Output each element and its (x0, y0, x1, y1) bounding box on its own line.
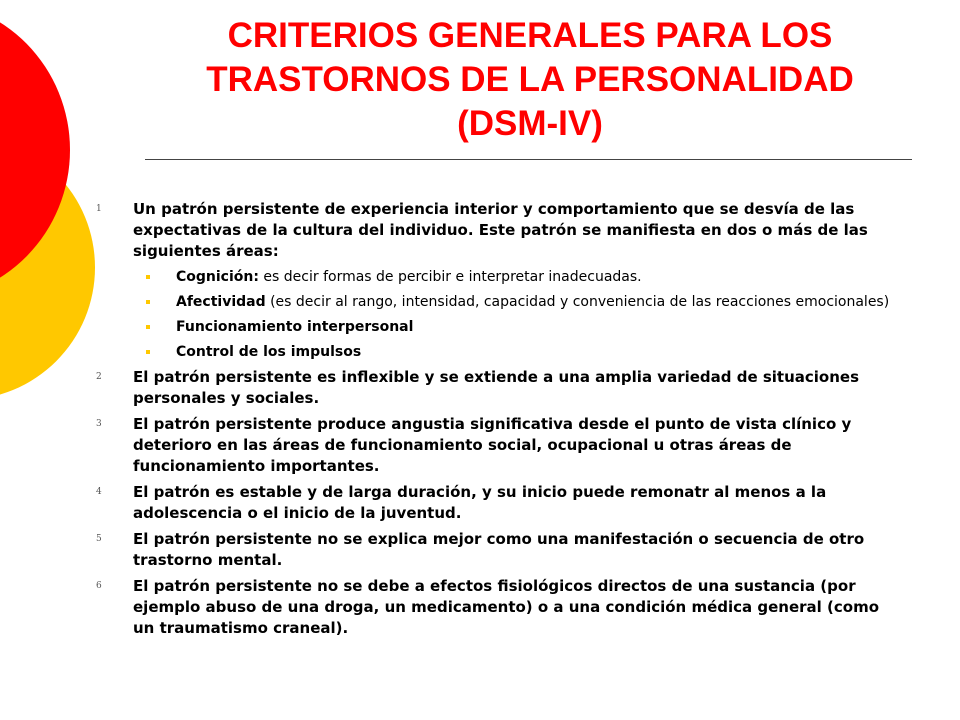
criterion-text: Un patrón persistente de experiencia interior y comportamiento que se desvía de las expectativas de la cultura del individuo. Este patrón se manifiesta en dos o más de las siguientes áreas: (133, 200, 868, 260)
subcriterion-impulsos (96, 342, 901, 362)
criteria-list (96, 199, 901, 644)
criterion-1 (96, 199, 901, 262)
criterion-text: El patrón persistente produce angustia significativa desde el punto de vista clínico y deterioro en las áreas de funcionamiento social, ocupacional u otras áreas de funcionamiento importantes. (133, 415, 852, 475)
square-bullet-icon (146, 350, 150, 354)
square-bullet-icon (146, 300, 150, 304)
title-line-1: CRITERIOS GENERALES PARA LOS (227, 16, 833, 55)
title-line-3: (DSM-IV) (457, 104, 603, 143)
criterion-number: 6 (96, 581, 102, 591)
subcriterion-heading: Funcionamiento interpersonal (176, 319, 414, 335)
criterion-text: El patrón persistente no se debe a efectos fisiológicos directos de una sustancia (por ejemplo abuso de una droga, un medicamento) o a una condición médica general (como un traumatismo craneal). (133, 577, 880, 637)
subcriterion-heading: Afectividad (176, 294, 266, 310)
subcriterion-cognicion (96, 267, 901, 287)
slide-title (150, 14, 910, 146)
title-divider (145, 159, 912, 160)
criterion-text: El patrón persistente no se explica mejor como una manifestación o secuencia de otro trastorno mental. (133, 530, 865, 569)
criterion-3 (96, 414, 901, 477)
criterion-number: 1 (96, 204, 102, 214)
criterion-4 (96, 482, 901, 524)
subcriterion-heading: Cognición: (176, 269, 259, 285)
criterion-number: 2 (96, 372, 102, 382)
criterion-number: 3 (96, 419, 102, 429)
criterion-5 (96, 529, 901, 571)
subcriterion-heading: Control de los impulsos (176, 344, 362, 360)
criterion-text: El patrón persistente es inflexible y se extiende a una amplia variedad de situaciones personales y sociales. (133, 368, 860, 407)
criterion-number: 5 (96, 534, 102, 544)
square-bullet-icon (146, 325, 150, 329)
subcriterion-text: (es decir al rango, intensidad, capacidad y conveniencia de las reacciones emocionales) (265, 294, 890, 310)
square-bullet-icon (146, 275, 150, 279)
criterion-2 (96, 367, 901, 409)
criterion-number: 4 (96, 487, 102, 497)
subcriterion-afectividad (96, 292, 901, 312)
title-line-2: TRASTORNOS DE LA PERSONALIDAD (206, 60, 854, 99)
subcriterion-funcionamiento (96, 317, 901, 337)
criterion-text: El patrón es estable y de larga duración, y su inicio puede remonatr al menos a la adolescencia o el inicio de la juventud. (133, 483, 827, 522)
subcriterion-text: es decir formas de percibir e interpretar inadecuadas. (258, 269, 642, 285)
criterion-6 (96, 576, 901, 639)
